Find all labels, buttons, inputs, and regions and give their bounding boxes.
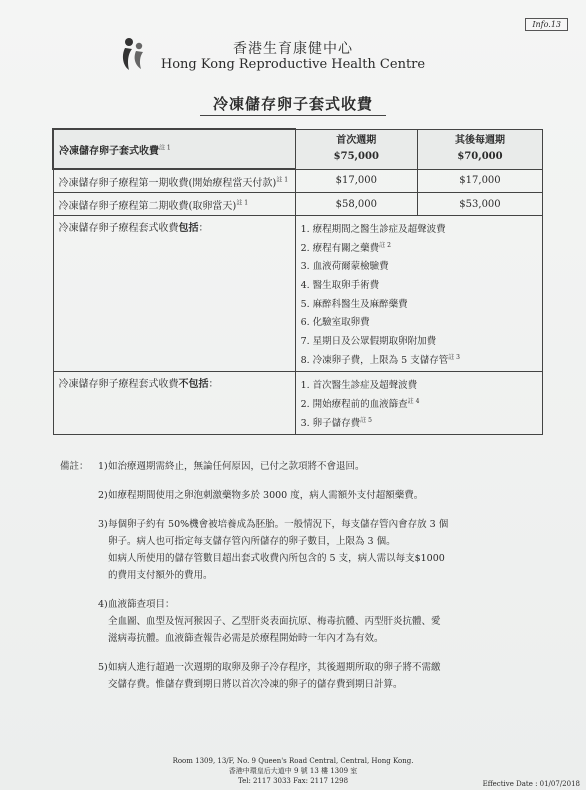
includes-list-cell [295, 216, 542, 372]
row-first-cycle: $58,000 [295, 193, 417, 216]
excludes-list [301, 375, 537, 431]
note-line: 如療程期間使用之卵泡刺激藥物多於 3000 度，病人需額外支付超額藥費。 [108, 490, 424, 501]
first-cycle-header [295, 129, 417, 169]
note-line: 卵子。病人也可指定每支儲存管內所儲存的卵子數目，上限為 3 個。 [108, 536, 396, 547]
row-label-cell [53, 169, 295, 193]
excludes-label-cell [53, 372, 295, 435]
note-line: 每個卵子約有 50%機會被培養成為胚胎。一般情況下，每支儲存管內會存放 3 個 [108, 519, 449, 530]
first-cycle-label: 首次週期 [336, 135, 377, 146]
note-line: 如治療週期需終止，無論任何原因，已付之款項將不會退回。 [108, 461, 365, 472]
note-line: 全血圖、血型及恆河猴因子、乙型肝炎表面抗原、梅毒抗體、丙型肝炎抗體、愛 [108, 616, 441, 627]
notes-section [60, 458, 540, 705]
package-label: 冷凍儲存卵子套式收費 [59, 145, 159, 157]
note-item [60, 596, 540, 647]
address-en: Room 1309, 13/F, No. 9 Queen's Road Central, Central, Hong Kong. [172, 757, 414, 765]
note-item [60, 487, 540, 504]
includes-label-suffix: ： [198, 223, 209, 234]
note-line: 的費用支付額外的費用。 [108, 570, 213, 581]
info-tag: Info.13 [525, 18, 568, 31]
excludes-label-bold: 不包括 [178, 379, 209, 391]
list-item: 1. 首次醫生診症及超聲波費 [300, 380, 418, 392]
address-cn: 香港中環皇后大道中 9 號 13 樓 1309 室 [228, 767, 358, 775]
includes-label-prefix: 冷凍儲存卵子療程套式收費 [58, 223, 179, 234]
note-item [60, 458, 540, 475]
note-line: 滋病毒抗體。血液篩查報告必需是於療程開始時一年內才為有效。 [108, 633, 384, 644]
row-label: 冷凍儲存卵子療程第一期收費(開始療程當天付款) [58, 177, 277, 189]
title-underline [200, 115, 386, 116]
later-cycle-header [417, 129, 542, 169]
notes-label: 備註： [60, 461, 89, 472]
note-line: 如病人所使用的儲存管數目超出套式收費內所包含的 5 支，病人需以每支$1000 [108, 553, 445, 564]
excludes-label-suffix: ： [208, 379, 219, 391]
list-item: 7. 星期日及公眾假期取卵附加費 [300, 336, 437, 348]
package-label-cell [53, 129, 295, 169]
row-note: 註 1 [276, 176, 289, 184]
fee-table [52, 128, 543, 435]
table-row [53, 193, 543, 216]
list-item: 3. 血液荷爾蒙檢驗費 [300, 261, 389, 273]
list-item: 8. 冷凍卵子費，上限為 5 支儲存管$^{註 3}$ [300, 353, 460, 366]
org-name-cn: 香港生育康健中心 [233, 41, 353, 57]
first-cycle-price: $75,000 [333, 151, 379, 162]
list-item: 6. 化驗室取卵費 [300, 317, 370, 329]
package-label-note: 註 1 [159, 144, 171, 152]
note-number: 3) [98, 519, 108, 530]
note-line: 交儲存費。惟儲存費到期日將以首次冷凍的卵子的儲存費到期日計算。 [108, 679, 403, 690]
list-item: 3. 卵子儲存費$^{註 5}$ [300, 416, 372, 429]
fee-table-header-row [53, 129, 543, 169]
row-label: 冷凍儲存卵子療程第二期收費(取卵當天) [58, 200, 237, 212]
contact-line: Tel: 2117 3033 Fax: 2117 1298 [237, 777, 349, 785]
list-item: 5. 麻醉科醫生及麻醉藥費 [300, 298, 408, 310]
note-item [60, 516, 540, 584]
table-row [53, 169, 543, 193]
note-line: 如病人進行超過一次週期的取卵及卵子冷存程序，其後週期所取的卵子將不需繳 [108, 662, 441, 673]
note-line: 血液篩查項目： [108, 599, 175, 610]
excludes-row [53, 372, 543, 435]
list-item: 2. 開始療程前的血液篩查$^{註 4}$ [300, 397, 420, 411]
list-item: 2. 療程有關之藥費$^{註 2}$ [300, 241, 391, 254]
document-title: 冷凍儲存卵子套式收費 [212, 95, 373, 113]
excludes-list-cell [295, 372, 542, 435]
note-item [60, 659, 540, 693]
list-item: 4. 醫生取卵手術費 [300, 280, 380, 292]
effective-date: Effective Date : 01/07/2018 [482, 780, 580, 788]
includes-list [301, 219, 537, 368]
excludes-label-prefix: 冷凍儲存卵子療程套式收費 [58, 379, 179, 391]
note-number: 5) [98, 662, 108, 673]
row-first-cycle: $17,000 [295, 169, 417, 193]
note-number: 2) [98, 490, 108, 501]
note-number: 1) [98, 461, 108, 472]
includes-label-cell [53, 216, 295, 372]
list-item: 1. 療程期間之醫生診症及超聲波費 [300, 224, 446, 236]
includes-label-bold: 包括 [178, 223, 199, 234]
row-later-cycle: $53,000 [417, 193, 542, 216]
org-name-en: Hong Kong Reproductive Health Centre [160, 57, 426, 72]
row-label-cell [53, 193, 295, 216]
later-cycle-label: 其後每週期 [454, 135, 505, 146]
row-note: 註 1 [236, 199, 249, 207]
later-cycle-price: $70,000 [457, 151, 503, 162]
row-later-cycle: $17,000 [417, 169, 542, 193]
includes-row [53, 216, 543, 372]
note-number: 4) [98, 599, 108, 610]
